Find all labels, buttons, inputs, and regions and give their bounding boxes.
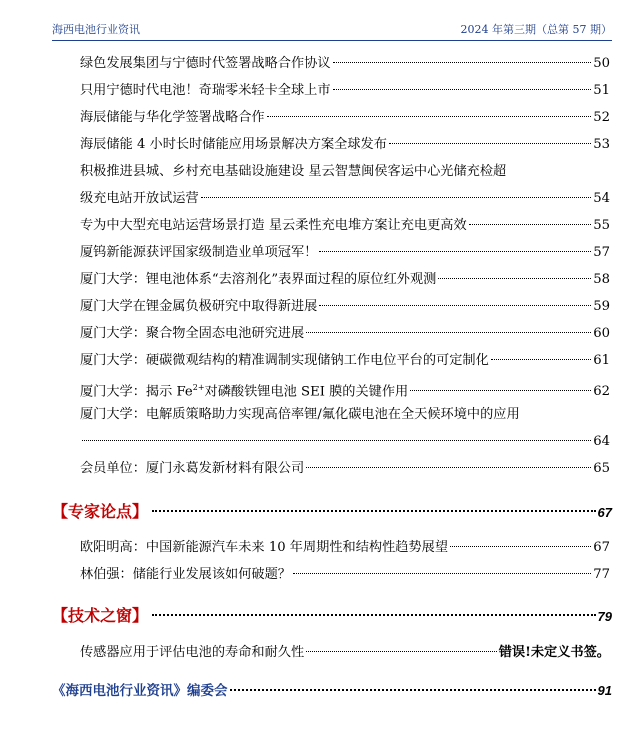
toc-entry[interactable] bbox=[80, 215, 610, 237]
toc-entry-page: 67 bbox=[593, 540, 610, 555]
toc-entry-title-pre: 厦门大学：揭示 Fe bbox=[80, 384, 193, 400]
dot-leader bbox=[410, 390, 591, 391]
toc-entry-title: 厦门大学：聚合物全固态电池研究进展 bbox=[80, 326, 305, 341]
dot-leader bbox=[319, 251, 591, 252]
header-issue-number: 2024 年第三期（总第 57 期） bbox=[460, 23, 612, 36]
dot-leader bbox=[306, 651, 497, 652]
editorial-board-page: 91 bbox=[597, 683, 612, 698]
toc-entry[interactable] bbox=[80, 642, 610, 664]
toc-entry-title: 级充电站开放试运营 bbox=[80, 191, 199, 206]
section-title: 【专家论点】 bbox=[52, 502, 149, 521]
dot-leader bbox=[319, 305, 591, 306]
toc-entry-page: 52 bbox=[593, 110, 610, 125]
toc-entry-page: 62 bbox=[593, 384, 610, 400]
toc-entry-title-line1[interactable]: 积极推进县城、乡村充电基础设施建设 星云智慧闽侯客运中心光储充检超 bbox=[80, 164, 507, 179]
toc-entry-page: 60 bbox=[593, 326, 610, 341]
toc-entry-page: 53 bbox=[593, 137, 610, 152]
section-heading-tech-window[interactable] bbox=[52, 604, 612, 628]
toc-entry-title: 厦钨新能源获评国家级制造业单项冠军！ bbox=[80, 245, 318, 260]
dot-leader bbox=[306, 467, 591, 468]
toc-entry-page: 65 bbox=[593, 461, 610, 476]
toc-entry-title-line1[interactable]: 厦门大学：电解质策略助力实现高倍率锂/氟化碳电池在全天候环境中的应用 bbox=[80, 407, 520, 422]
dot-leader bbox=[152, 614, 596, 616]
toc-entry-page: 54 bbox=[593, 191, 610, 206]
toc-entry-title: 会员单位：厦门永葛发新材料有限公司 bbox=[80, 461, 305, 476]
toc-entry-editorial-board[interactable] bbox=[52, 680, 612, 702]
toc-entry-page: 64 bbox=[593, 434, 610, 449]
toc-entry-title: 传感器应用于评估电池的寿命和耐久性 bbox=[80, 645, 305, 660]
toc-entry[interactable] bbox=[80, 350, 610, 372]
toc-entry-title: 厦门大学：硬碳微观结构的精准调制实现储钠工作电位平台的可定制化 bbox=[80, 353, 489, 368]
toc-entry[interactable] bbox=[80, 242, 610, 264]
toc-entry[interactable] bbox=[80, 458, 610, 480]
section-heading-expert-views[interactable] bbox=[52, 500, 612, 524]
toc-entry[interactable] bbox=[80, 80, 610, 102]
toc-entry[interactable] bbox=[80, 53, 610, 75]
page-header bbox=[52, 22, 612, 41]
toc-entry-page: 58 bbox=[593, 272, 610, 287]
dot-leader bbox=[491, 359, 591, 360]
dot-leader bbox=[306, 332, 591, 333]
dot-leader bbox=[152, 510, 596, 512]
dot-leader bbox=[230, 689, 596, 691]
toc-entry-title: 只用宁德时代电池！奇瑞零米轻卡全球上市 bbox=[80, 83, 331, 98]
toc-entry[interactable] bbox=[80, 564, 610, 586]
toc-entry-title: 厦门大学在锂金属负极研究中取得新进展 bbox=[80, 299, 318, 314]
dot-leader bbox=[333, 62, 592, 63]
toc-entry-title-superscript: 2+ bbox=[192, 383, 205, 392]
section-title: 【技术之窗】 bbox=[52, 606, 149, 625]
dot-leader bbox=[82, 440, 591, 441]
dot-leader bbox=[201, 197, 592, 198]
toc-entry-page: 50 bbox=[593, 56, 610, 71]
dot-leader bbox=[389, 143, 591, 144]
toc-entry-page: 55 bbox=[593, 218, 610, 233]
toc-entry-page: 59 bbox=[593, 299, 610, 314]
section-page: 67 bbox=[597, 505, 612, 520]
toc-entry-title: 欧阳明高：中国新能源汽车未来 10 年周期性和结构性趋势展望 bbox=[80, 540, 449, 555]
header-publication-name: 海西电池行业资讯 bbox=[52, 23, 140, 36]
toc-entry[interactable] bbox=[80, 537, 610, 559]
toc-entry-page: 77 bbox=[593, 567, 610, 582]
toc-entry[interactable] bbox=[80, 431, 610, 453]
toc-entry-page: 61 bbox=[593, 353, 610, 368]
dot-leader bbox=[267, 116, 592, 117]
toc-entry-page: 51 bbox=[593, 83, 610, 98]
toc-entry-title: 林伯强：储能行业发展该如何破题？ bbox=[80, 567, 291, 582]
toc-entry[interactable] bbox=[80, 296, 610, 318]
toc-entry[interactable] bbox=[80, 107, 610, 129]
toc-entry-page-error: 错误!未定义书签。 bbox=[498, 645, 610, 660]
toc-entry-title: 绿色发展集团与宁德时代签署战略合作协议 bbox=[80, 56, 331, 71]
section-page: 79 bbox=[597, 609, 612, 624]
toc-entry-title: 厦门大学：锂电池体系“去溶剂化”表界面过程的原位红外观测 bbox=[80, 272, 437, 287]
toc-entry-title: 专为中大型充电站运营场景打造 星云柔性充电堆方案让充电更高效 bbox=[80, 218, 467, 233]
toc-entry-title: 海辰储能与华化学签署战略合作 bbox=[80, 110, 265, 125]
toc-entry[interactable] bbox=[80, 134, 610, 156]
toc-entry-title: 海辰储能 4 小时长时储能应用场景解决方案全球发布 bbox=[80, 137, 387, 152]
dot-leader bbox=[450, 546, 591, 547]
dot-leader bbox=[438, 278, 591, 279]
dot-leader bbox=[293, 573, 591, 574]
toc-entry-page: 57 bbox=[593, 245, 610, 260]
toc-entry-title-post: 对磷酸铁锂电池 SEI 膜的关键作用 bbox=[204, 384, 409, 400]
dot-leader bbox=[469, 224, 592, 225]
toc-entry-title bbox=[80, 377, 408, 403]
toc-entry[interactable] bbox=[80, 188, 610, 210]
toc-entry[interactable] bbox=[80, 323, 610, 345]
dot-leader bbox=[333, 89, 592, 90]
toc-entry[interactable] bbox=[80, 269, 610, 291]
editorial-board-title: 《海西电池行业资讯》编委会 bbox=[52, 683, 228, 699]
toc-entry[interactable] bbox=[80, 377, 610, 399]
